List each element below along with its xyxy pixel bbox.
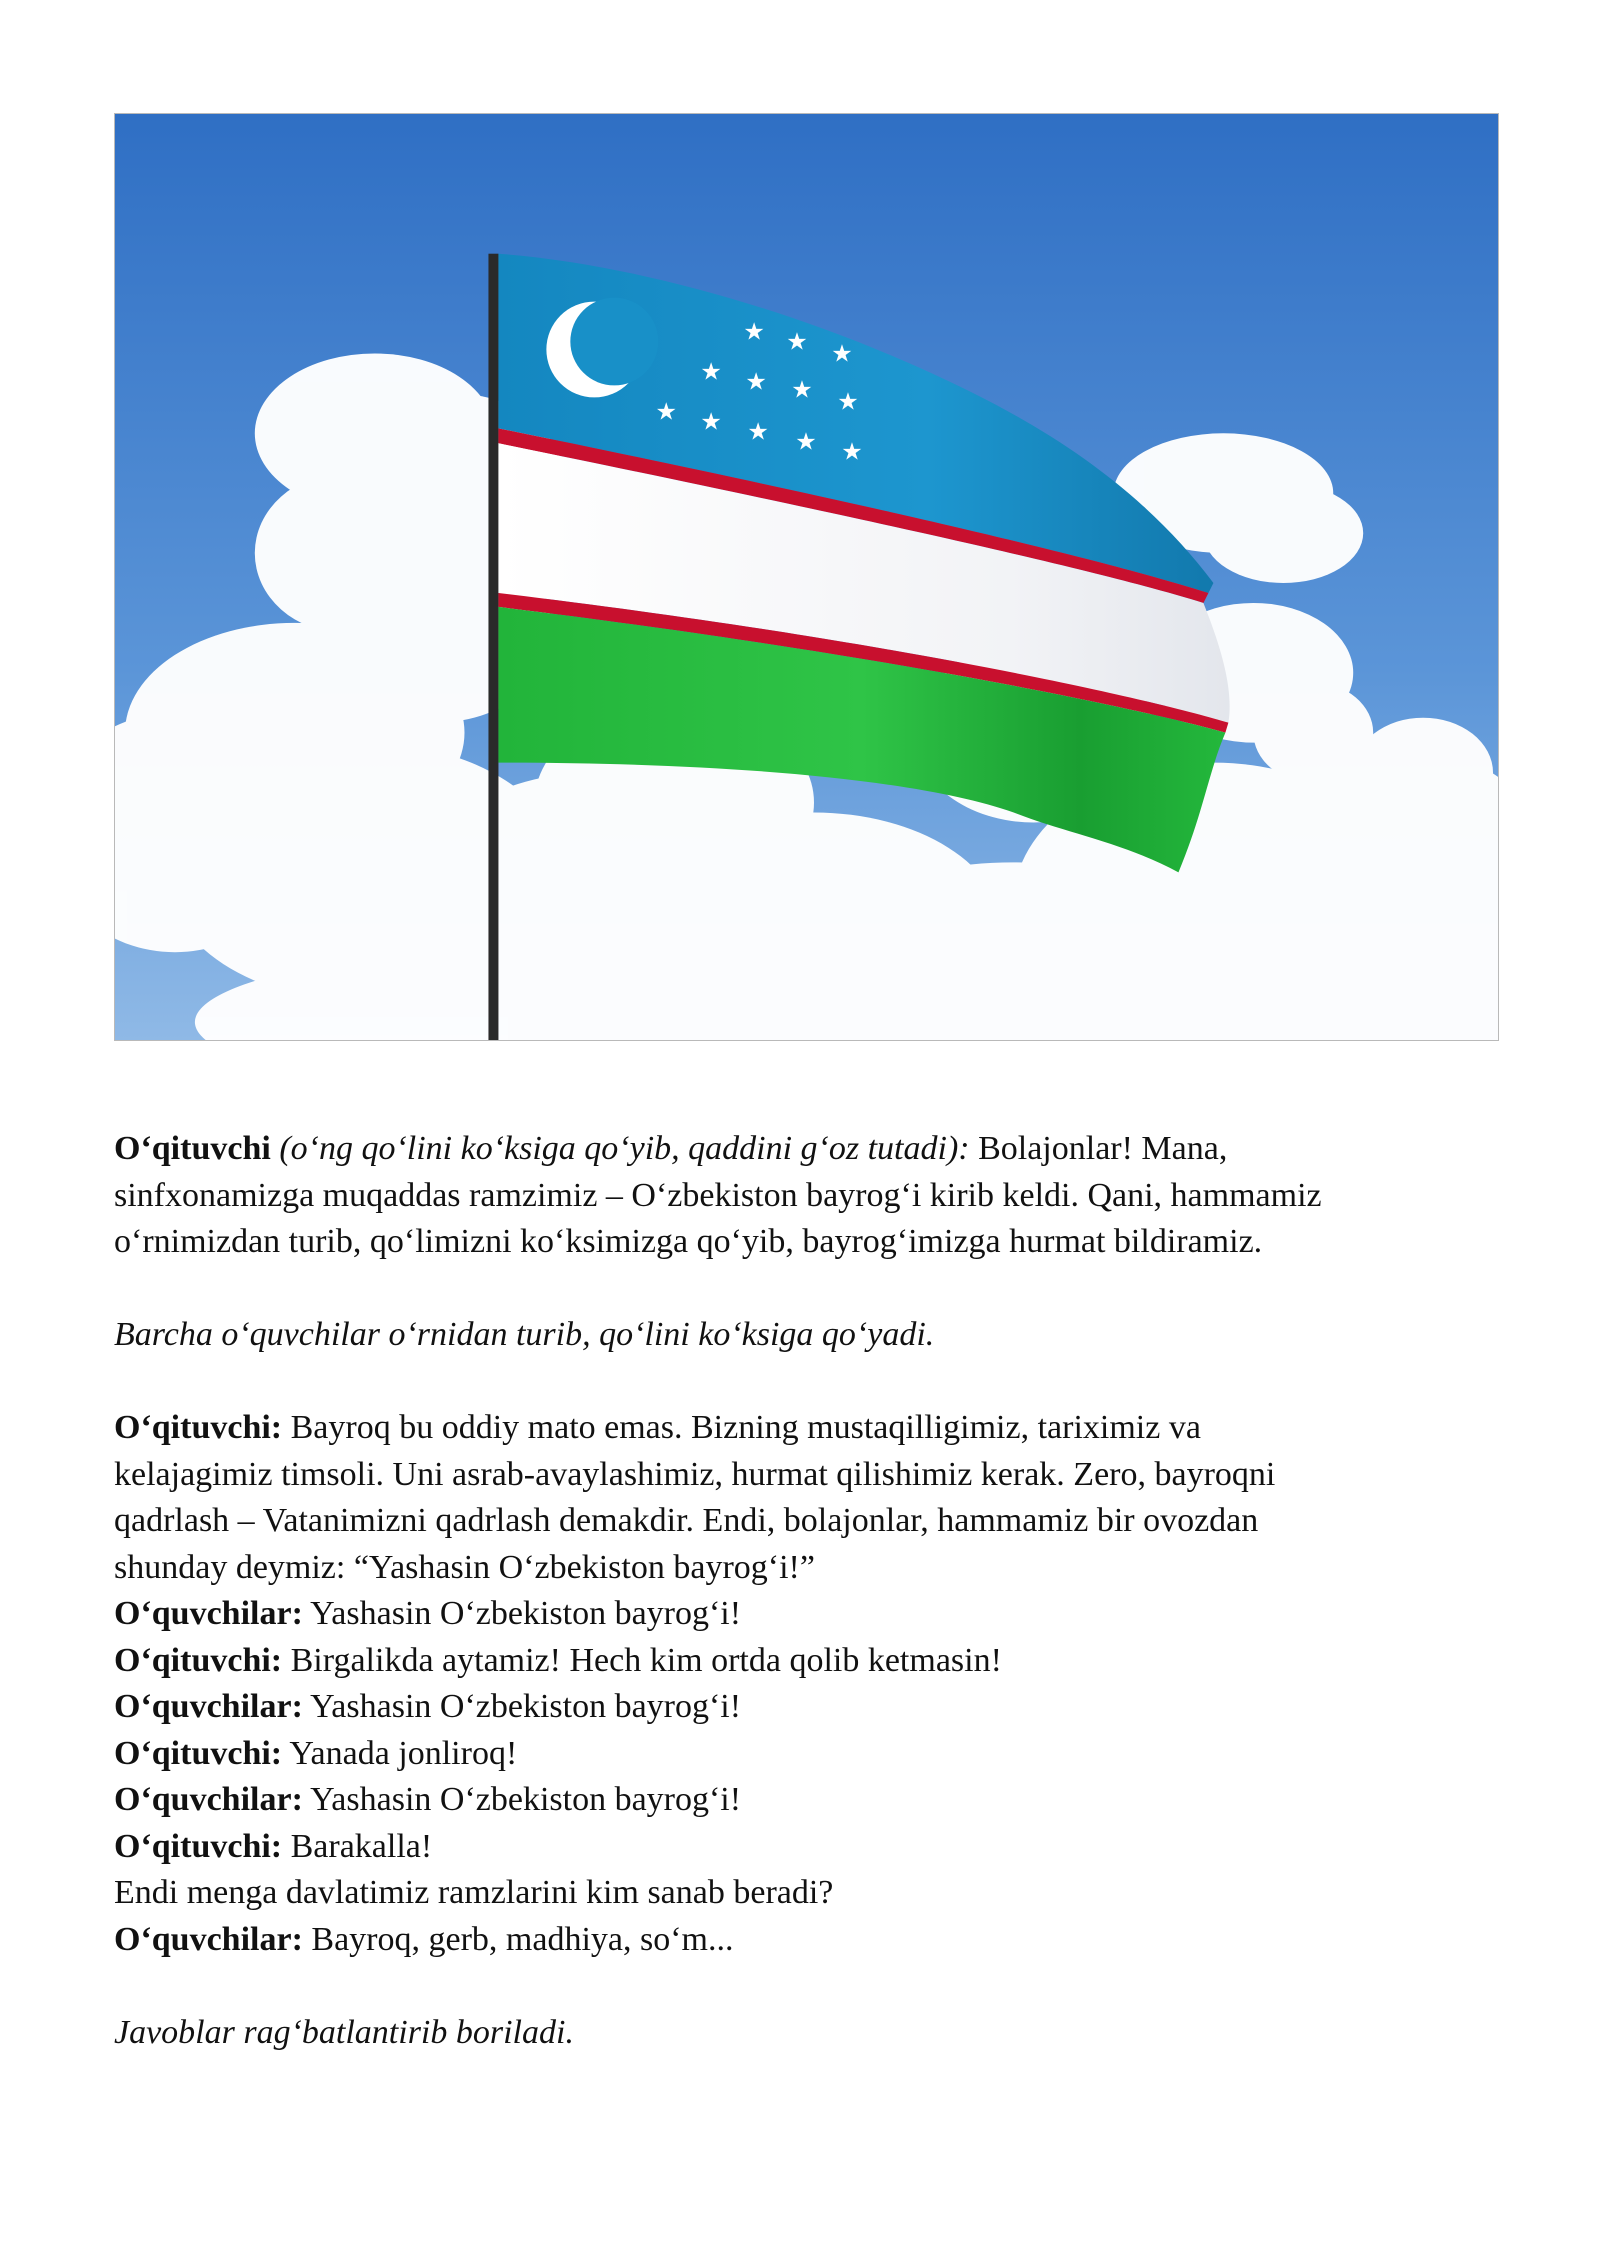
text-line: o‘rnimizdan turib, qo‘limizni ko‘ksimizga qo‘yib, bayrog‘imizga hurmat bildiramiz. xyxy=(114,1223,1263,1260)
svg-text:★: ★ xyxy=(837,387,859,416)
svg-text:★: ★ xyxy=(700,357,722,386)
text-line: qadrlash – Vatanimizni qadrlash demakdir. Endi, bolajonlar, hammamiz bir ovozdan xyxy=(114,1502,1259,1539)
dialogue-line: O‘qituvchi: Barakalla! xyxy=(114,1827,433,1865)
stage-direction: Javoblar rag‘batlantirib boriladi. xyxy=(114,2013,574,2051)
svg-text:★: ★ xyxy=(655,397,677,426)
svg-text:★: ★ xyxy=(795,427,817,456)
dialogue-line: O‘qituvchi: Birgalikda aytamiz! Hech kim ortda qolib ketmasin! xyxy=(114,1641,1002,1679)
document-text xyxy=(114,1126,1504,2056)
flag-pole xyxy=(488,254,498,1040)
paragraph-teacher-intro xyxy=(114,1126,1504,1266)
stage-direction: Barcha o‘quvchilar o‘rnidan turib, qo‘lini ko‘ksiga qo‘yadi. xyxy=(114,1316,935,1353)
speaker-label: O‘qituvchi xyxy=(114,1130,271,1167)
speaker-label: O‘quvchilar: xyxy=(114,1781,303,1818)
dialogue-line: O‘quvchilar: Yashasin O‘zbekiston bayrog‘i! xyxy=(114,1688,742,1725)
svg-text:★: ★ xyxy=(745,367,767,396)
speaker-label: O‘quvchilar: xyxy=(114,1920,303,1958)
uzbekistan-flag-photo xyxy=(114,113,1499,1041)
text-line: Bayroq bu oddiy mato emas. Bizning mustaqilligimiz, tariximiz va xyxy=(282,1409,1201,1446)
text-line: shunday deymiz: “Yashasin O‘zbekiston bayrog‘i!” xyxy=(114,1548,815,1586)
dialogue-line: O‘qituvchi: Yanada jonliroq! xyxy=(114,1734,518,1772)
svg-text:★: ★ xyxy=(791,375,813,404)
text-line: Bolajonlar! Mana, xyxy=(969,1130,1228,1167)
text-line: sinfxonamizga muqaddas ramzimiz – O‘zbekiston bayrog‘i kirib keldi. Qani, hammamiz xyxy=(114,1176,1322,1214)
svg-text:★: ★ xyxy=(841,437,863,466)
speaker-label: O‘qituvchi: xyxy=(114,1409,283,1446)
dialogue-line: O‘quvchilar: Yashasin O‘zbekiston bayrog‘i! xyxy=(114,1781,742,1818)
speaker-label: O‘qituvchi: xyxy=(114,1641,283,1679)
svg-text:★: ★ xyxy=(747,417,769,446)
svg-text:★: ★ xyxy=(786,327,808,356)
dialogue-line: O‘quvchilar: Yashasin O‘zbekiston bayrog‘i! xyxy=(114,1595,742,1632)
paragraph-teacher-speech xyxy=(114,1405,1504,1591)
plain-line: Endi menga davlatimiz ramzlarini kim sanab beradi? xyxy=(114,1874,834,1911)
svg-text:★: ★ xyxy=(743,317,765,346)
flag-illustration xyxy=(115,114,1498,1040)
text-line: kelajagimiz timsoli. Uni asrab-avaylashimiz, hurmat qilishimiz kerak. Zero, bayroqni xyxy=(114,1455,1276,1493)
speaker-label: O‘quvchilar: xyxy=(114,1688,303,1725)
speaker-label: O‘qituvchi: xyxy=(114,1734,283,1772)
svg-text:★: ★ xyxy=(831,339,853,368)
speaker-label: O‘qituvchi: xyxy=(114,1827,283,1865)
speaker-label: O‘quvchilar: xyxy=(114,1595,303,1632)
svg-text:★: ★ xyxy=(700,407,722,436)
dialogue-line: O‘quvchilar: Bayroq, gerb, madhiya, so‘m... xyxy=(114,1920,734,1958)
stage-note: (o‘ng qo‘lini ko‘ksiga qo‘yib, qaddini g‘oz tutadi): xyxy=(279,1130,970,1167)
